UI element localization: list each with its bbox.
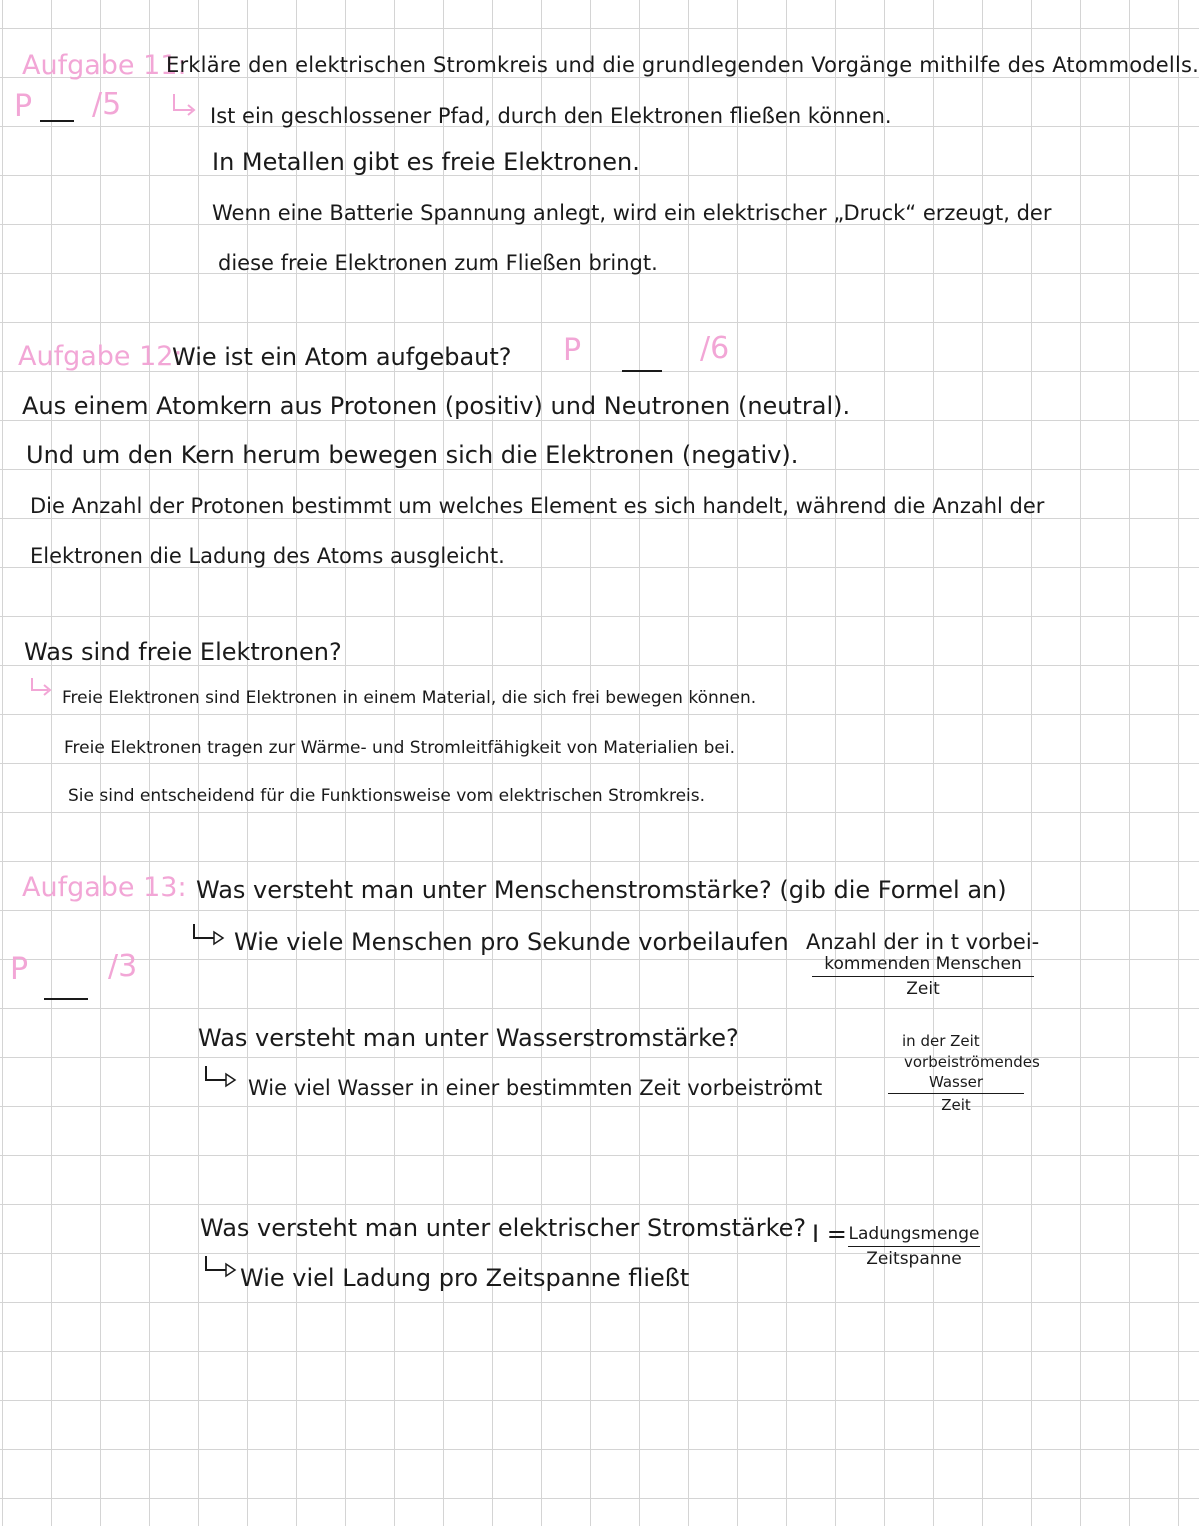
people-current-answer: Wie viele Menschen pro Sekunde vorbeilaufen (234, 928, 789, 956)
task13-score-blank (44, 998, 88, 1000)
task11-score-max: /5 (92, 87, 122, 122)
water-current-formula-mid: vorbeiströmendes (904, 1053, 1040, 1071)
people-current-formula-top: Anzahl der in t vorbei- (806, 930, 1040, 954)
electric-current-formula-denominator: Zeitspanne (866, 1248, 962, 1269)
electric-current-formula-prefix: I = (812, 1220, 847, 1248)
task12-question: Wie ist ein Atom aufgebaut? (172, 343, 512, 371)
task11-question: Erkläre den elektrischen Stromkreis und die grundlegenden Vorgänge mithilfe des Atommodells. (166, 53, 1199, 77)
water-current-question: Was versteht man unter Wasserstromstärke? (198, 1024, 739, 1052)
free-electrons-answer-1: Freie Elektronen sind Elektronen in einem Material, die sich frei bewegen können. (62, 688, 757, 708)
task12-answer-3: Die Anzahl der Protonen bestimmt um welches Element es sich handelt, während die Anzahl der (30, 494, 1045, 518)
answer-arrow-icon (202, 1064, 242, 1090)
task13-label: Aufgabe 13: (22, 872, 187, 903)
answer-arrow-icon (202, 1254, 242, 1280)
electric-current-formula-numerator: Ladungsmenge (848, 1226, 980, 1247)
task11-score-blank (40, 120, 74, 122)
water-current-formula-top: in der Zeit (902, 1032, 980, 1050)
task12-answer-2: Und um den Kern herum bewegen sich die Elektronen (negativ). (26, 441, 799, 469)
task11-score-p: P (14, 89, 33, 124)
task12-score-p: P (563, 333, 582, 368)
task12-label: Aufgabe 12: (18, 341, 183, 372)
task12-score-blank (622, 370, 662, 372)
free-electrons-question: Was sind freie Elektronen? (24, 638, 342, 666)
electric-current-formula (848, 1226, 980, 1269)
task12-answer-4: Elektronen die Ladung des Atoms ausgleicht. (30, 544, 505, 568)
free-electrons-answer-3: Sie sind entscheidend für die Funktionsweise vom elektrischen Stromkreis. (68, 786, 706, 806)
free-electrons-answer-2: Freie Elektronen tragen zur Wärme- und Stromleitfähigkeit von Materialien bei. (64, 738, 736, 758)
water-current-formula (888, 1075, 1024, 1113)
task11-answer-2: In Metallen gibt es freie Elektronen. (212, 148, 640, 176)
electric-current-question: Was versteht man unter elektrischer Stromstärke? (200, 1214, 807, 1242)
task13-score-p: P (10, 952, 29, 987)
water-current-answer: Wie viel Wasser in einer bestimmten Zeit vorbeiströmt (248, 1076, 823, 1100)
task11-answer-4: diese freie Elektronen zum Fließen bringt. (218, 251, 658, 275)
task12-answer-1: Aus einem Atomkern aus Protonen (positiv) und Neutronen (neutral). (22, 392, 851, 420)
task11-answer-1: Ist ein geschlossener Pfad, durch den Elektronen fließen können. (210, 104, 892, 128)
task12-score-max: /6 (700, 331, 730, 366)
people-current-question: Was versteht man unter Menschenstromstärke? (gib die Formel an) (196, 876, 1007, 904)
task13-score-max: /3 (108, 949, 138, 984)
answer-arrow-icon (28, 676, 58, 704)
task11-answer-3: Wenn eine Batterie Spannung anlegt, wird ein elektrischer „Druck“ erzeugt, der (212, 201, 1052, 225)
people-current-formula-denominator: Zeit (906, 978, 940, 999)
people-current-formula (812, 956, 1034, 999)
task11-label: Aufgabe 11: (22, 50, 187, 81)
people-current-formula-numerator: kommenden Menschen (812, 956, 1034, 977)
answer-arrow-icon (190, 922, 230, 948)
answer-arrow-icon (170, 92, 200, 120)
electric-current-answer: Wie viel Ladung pro Zeitspanne fließt (240, 1264, 690, 1292)
water-current-formula-numerator: Wasser (888, 1075, 1024, 1094)
water-current-formula-denominator: Zeit (941, 1095, 971, 1114)
